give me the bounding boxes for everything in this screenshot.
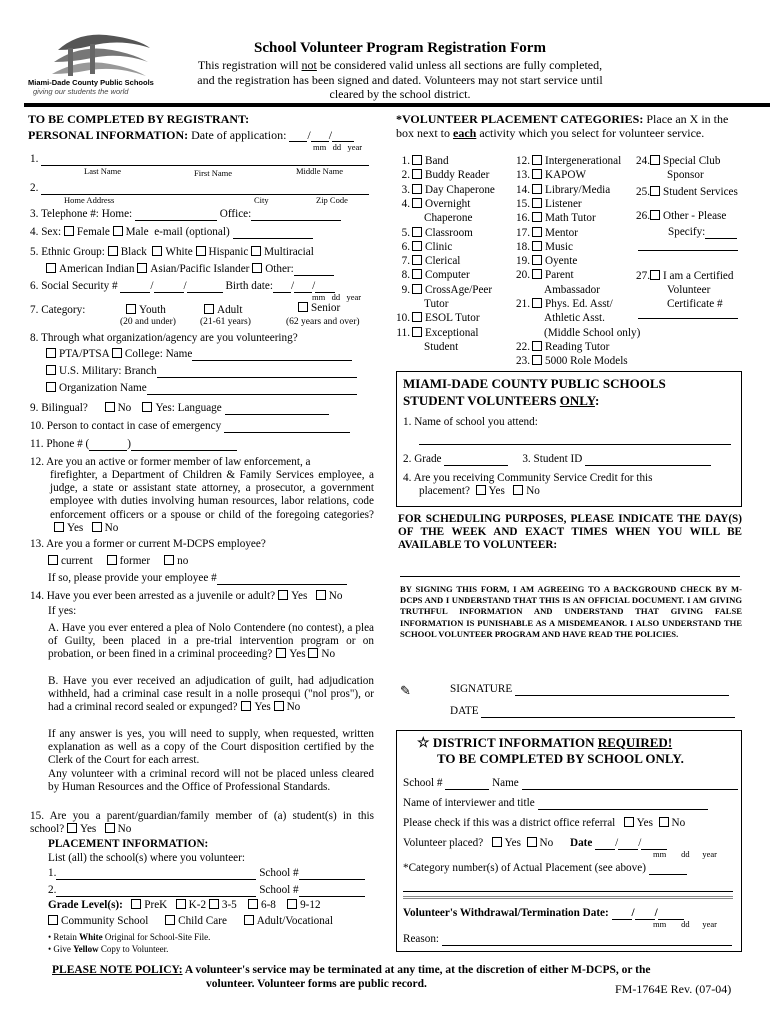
law-yes-checkbox[interactable] (54, 522, 64, 532)
arrest-yes-checkbox[interactable] (278, 590, 288, 600)
category-number: 7. (401, 255, 410, 268)
category-checkbox[interactable] (412, 284, 422, 294)
student-q4-options: placement? Yes No (419, 485, 540, 497)
grade-levels-row: Grade Level(s): PreK K-2 3-5 6-8 9-12 (48, 899, 321, 911)
placement-category-item (392, 184, 495, 197)
give-note: • Give Yellow Copy to Volunteer. (48, 944, 169, 954)
withdrawal-date-caption: mm dd year (653, 919, 717, 929)
parent-question: 15. Are you a parent/guardian/family member of (a) student(s) in this school? Yes No (30, 810, 374, 836)
g912-checkbox[interactable] (287, 899, 297, 909)
question-b: B. Have you ever received an adjudication of guilt, had adjudication withheld, had a criminal case result in a nolle prosequi ("nol pros"), or had a criminal record sealed or expunged? Yes No (48, 675, 374, 714)
org-row: Organization Name (46, 382, 357, 395)
student-volunteer-box (396, 371, 742, 507)
youth-option: Youth (126, 304, 166, 317)
employee-question: 13. Are you a former or current M-DCPS employee? (30, 538, 266, 550)
signature-input[interactable] (515, 685, 729, 696)
ptsa-row: PTA/PTSA College: Name (46, 348, 352, 361)
category-label: Computer (425, 269, 470, 282)
a-yes-checkbox[interactable] (276, 648, 286, 658)
ethnic-row-1: 5. Ethnic Group: Black White Hispanic Multiracial (30, 246, 314, 258)
ethnic-row-2: American Indian Asian/Pacific Islander Other: (46, 263, 334, 276)
category-checkbox[interactable] (412, 169, 422, 179)
category-label: Mentor (545, 226, 578, 239)
any-yes-note: If any answer is yes, you will need to supply, when requested, written explanation as well as a copy of the Court disposition certified by the Clerk of the Court for each arrest. (48, 728, 374, 767)
bilingual-no-checkbox[interactable] (105, 402, 115, 412)
adult-checkbox[interactable] (204, 304, 214, 314)
certificate-input[interactable] (638, 308, 738, 319)
app-date-caption: mm dd year (313, 142, 363, 152)
app-date-year[interactable] (332, 131, 354, 142)
sign-date-input[interactable] (481, 707, 735, 718)
district-title-1: ☆ DISTRICT INFORMATION REQUIRED! (417, 735, 673, 751)
org-checkbox[interactable] (46, 382, 56, 392)
category-checkbox[interactable] (532, 269, 542, 279)
org-input[interactable] (147, 384, 357, 395)
placement-category-item (508, 198, 582, 211)
g35-checkbox[interactable] (209, 899, 219, 909)
category-number: 18. (516, 240, 530, 253)
category-checkbox[interactable] (412, 184, 422, 194)
question-a: A. Have you ever entered a plea of Nolo Contendere (no contest), a plea of Guilty, been placed in a pre-trial intervention program or on probation, or been fined in a criminal proceeding? Yes No (48, 622, 374, 661)
middle-name-caption: Middle Name (296, 166, 343, 176)
arrest-row: 14. Have you ever been arrested as a juvenile or adult? Yes No (30, 590, 343, 602)
grade-input[interactable] (444, 455, 508, 466)
logo-name: Miami-Dade County Public Schools (28, 78, 154, 87)
senior-age: (62 years and over) (286, 317, 360, 327)
category-label: Band (425, 155, 449, 167)
category-label: Exceptional (425, 326, 479, 339)
category-nums-input[interactable] (649, 864, 687, 875)
if-yes-label: If yes: (48, 605, 77, 617)
criminal-note: Any volunteer with a criminal record will not be placed unless cleared by Human Resources and the Office of Professional Standards. (48, 768, 374, 794)
page-title: School Volunteer Program Registration Form (254, 40, 546, 56)
district-divider (403, 896, 733, 899)
address-row: 2. (30, 182, 369, 195)
category-27-line3: Certificate # (667, 298, 723, 310)
school-type-row: Community School Child Care Adult/Vocational (48, 915, 333, 928)
category-number: 15. (516, 197, 530, 210)
category-checkbox[interactable] (412, 327, 422, 337)
no-employee-checkbox[interactable] (164, 555, 174, 565)
placed-date-caption: mm dd year (653, 849, 717, 859)
withdrawal-row: Volunteer's Withdrawal/Termination Date: / / (403, 907, 684, 920)
category-label: Clinic (425, 240, 453, 253)
category-number: 13. (516, 169, 530, 182)
category-checkbox[interactable] (412, 241, 422, 251)
office-phone-input[interactable] (251, 210, 341, 221)
placement-category-item (392, 284, 492, 297)
multiracial-checkbox[interactable] (251, 246, 261, 256)
category-label: Overnight (425, 197, 471, 210)
g68-checkbox[interactable] (248, 899, 258, 909)
address-input[interactable] (41, 184, 369, 195)
child-care-checkbox[interactable] (165, 915, 175, 925)
name-input[interactable] (41, 155, 369, 166)
school-row-1: 1. School # (48, 867, 365, 880)
employee-num-input[interactable] (217, 574, 347, 585)
credit-no-checkbox[interactable] (513, 485, 523, 495)
category-checkbox[interactable] (412, 227, 422, 237)
arrest-no-checkbox[interactable] (316, 590, 326, 600)
category-label-cont: (Middle School only) (544, 326, 641, 339)
ssn-input-3[interactable] (187, 282, 223, 293)
emergency-input[interactable] (224, 422, 350, 433)
placement-category-item (508, 298, 613, 311)
placement-info-heading: PLACEMENT INFORMATION: (48, 838, 209, 850)
k2-checkbox[interactable] (176, 899, 186, 909)
category-number: 8. (401, 269, 410, 282)
placement-category-item (392, 255, 460, 268)
school-2-num-input[interactable] (299, 886, 365, 897)
form-number: FM-1764E Rev. (07-04) (615, 982, 732, 996)
adult-age: (21-61 years) (200, 317, 251, 327)
signature-row: SIGNATURE (450, 683, 729, 696)
category-number: 6. (401, 240, 410, 253)
first-name-caption: First Name (194, 168, 233, 178)
student-q4: 4. Are you receiving Community Service Credit for this (403, 472, 653, 484)
placement-category-item (392, 169, 489, 182)
category-number: 5. (401, 226, 410, 239)
reason-input[interactable] (442, 935, 732, 946)
birth-caption: mm dd year (312, 292, 362, 302)
category-label: Clerical (425, 255, 461, 268)
logo-tagline: giving our students the world (33, 87, 129, 96)
school-1-input[interactable] (56, 869, 256, 880)
placement-category-item (392, 198, 470, 211)
header-rule (24, 103, 770, 107)
category-26-checkbox[interactable] (650, 210, 660, 220)
category-26: 26. Other - Please (636, 210, 727, 222)
ptsa-checkbox[interactable] (46, 348, 56, 358)
credit-yes-checkbox[interactable] (476, 485, 486, 495)
placement-category-item (508, 227, 578, 240)
category-checkbox[interactable] (532, 341, 542, 351)
category-label: ESOL Tutor (425, 312, 480, 325)
category-checkbox[interactable] (532, 255, 542, 265)
student-school-input[interactable] (419, 434, 731, 445)
other-ethnic-input[interactable] (294, 265, 334, 276)
language-input[interactable] (225, 404, 329, 415)
placed-month[interactable] (595, 839, 615, 850)
school-logo-icon (50, 28, 160, 80)
category-number: 19. (516, 255, 530, 268)
category-25: 25. Student Services (636, 186, 738, 198)
referral-row: Please check if this was a district office referral Yes No (403, 817, 686, 829)
category-label: Classroom (425, 226, 473, 239)
area-code-input[interactable] (89, 440, 127, 451)
district-name-input[interactable] (522, 779, 738, 790)
community-school-checkbox[interactable] (48, 915, 58, 925)
category-label: Buddy Reader (425, 169, 490, 182)
category-26-specify: Specify: (668, 226, 737, 239)
category-number: 3. (401, 183, 410, 196)
placement-category-item (392, 241, 452, 254)
last-name-caption: Last Name (84, 166, 122, 176)
ssn-row: 6. Social Security # / / Birth date: / / (30, 280, 335, 293)
telephone-row: 3. Telephone #: Home: Office: (30, 208, 341, 221)
scheduling-note: FOR SCHEDULING PURPOSES, PLEASE INDICATE THE DAY(S) OF THE WEEK AND EXACT TIMES WHEN YOU WILL BE AVAILABLE TO VOLUNTEER: (398, 513, 742, 551)
placement-category-item (508, 212, 596, 225)
male-checkbox[interactable] (113, 226, 123, 236)
home-address-caption: Home Address (64, 195, 115, 205)
ssn-input-1[interactable] (120, 282, 150, 293)
category-label: Library/Media (545, 183, 611, 196)
category-label: Listener (545, 197, 582, 210)
category-label-cont: Tutor (424, 298, 449, 310)
page-subtitle: This registration will not be considered valid unless all sections are fully completed, and the registration has been signed and dated. Volunteers may not start service until cleared by the school district. (197, 58, 603, 102)
female-checkbox[interactable] (64, 226, 74, 236)
referral-no-checkbox[interactable] (659, 817, 669, 827)
military-row: U.S. Military: Branch (46, 365, 357, 378)
name-row: 1. (30, 153, 369, 166)
military-input[interactable] (157, 367, 357, 378)
b-no-checkbox[interactable] (274, 701, 284, 711)
category-label: KAPOW (545, 169, 587, 182)
category-24-line2: Sponsor (667, 169, 704, 181)
school-1-num-input[interactable] (299, 869, 365, 880)
bilingual-row: 9. Bilingual? No Yes: Language (30, 402, 329, 415)
category-25-checkbox[interactable] (650, 186, 660, 196)
category-27-checkbox[interactable] (650, 270, 660, 280)
adult-voc-checkbox[interactable] (244, 915, 254, 925)
placement-categories-heading: *VOLUNTEER PLACEMENT CATEGORIES: Place an X in the box next to each activity which you select for volunteer service. (396, 112, 729, 141)
ssn-input-2[interactable] (154, 282, 184, 293)
category-label-cont: Chaperone (424, 212, 473, 225)
b-yes-checkbox[interactable] (241, 701, 251, 711)
category-24-checkbox[interactable] (650, 155, 660, 165)
category-checkbox[interactable] (412, 255, 422, 265)
withdrawal-month[interactable] (612, 909, 632, 920)
american-indian-checkbox[interactable] (46, 263, 56, 273)
category-checkbox[interactable] (412, 312, 422, 322)
app-date-day[interactable] (311, 131, 329, 142)
placement-category-item (508, 241, 573, 254)
placed-row: Volunteer placed? Yes No Date / / (403, 837, 667, 850)
category-checkbox[interactable] (412, 155, 422, 165)
category-checkbox[interactable] (532, 198, 542, 208)
category-label: Math Tutor (545, 212, 596, 225)
home-phone-input[interactable] (135, 210, 217, 221)
employee-num-row: If so, please provide your employee # (48, 572, 347, 585)
category-label: Phys. Ed. Asst/ (545, 298, 613, 310)
student-id-input[interactable] (585, 455, 711, 466)
schedule-input[interactable] (400, 566, 740, 577)
school-2-input[interactable] (56, 886, 256, 897)
placement-category-item (508, 355, 628, 368)
reason-row: Reason: (403, 933, 732, 946)
category-label: Music (545, 240, 573, 253)
category-checkbox[interactable] (532, 241, 542, 251)
category-number: 4. (401, 197, 410, 210)
college-checkbox[interactable] (112, 348, 122, 358)
bilingual-yes-checkbox[interactable] (142, 402, 152, 412)
category-label-cont: Athletic Asst. (544, 312, 605, 325)
interviewer-row: Name of interviewer and title (403, 797, 708, 810)
category-label: Reading Tutor (545, 340, 610, 353)
district-title-2: TO BE COMPLETED BY SCHOOL ONLY. (437, 751, 684, 766)
category-number: 20. (516, 269, 530, 282)
zip-caption: Zip Code (316, 195, 348, 205)
policy-line-2: volunteer. Volunteer forms are public record. (206, 978, 427, 990)
college-input[interactable] (192, 350, 352, 361)
placement-category-item (392, 312, 480, 325)
law-no-checkbox[interactable] (92, 522, 102, 532)
category-number: 2. (401, 169, 410, 182)
category-number: 14. (516, 183, 530, 196)
placed-no-checkbox[interactable] (527, 837, 537, 847)
placement-category-item (392, 327, 478, 340)
placement-category-item (508, 155, 621, 168)
category-checkbox[interactable] (532, 184, 542, 194)
placed-day[interactable] (618, 839, 638, 850)
parent-yes-checkbox[interactable] (67, 823, 77, 833)
law-question: 12. Are you an active or former member of law enforcement, a (30, 456, 311, 468)
youth-checkbox[interactable] (126, 304, 136, 314)
category-checkbox[interactable] (532, 155, 542, 165)
pen-icon: ✎ (400, 683, 411, 698)
sex-row: 4. Sex: Female Male e-mail (optional) (30, 226, 313, 239)
category-27-line2: Volunteer (667, 284, 711, 296)
email-input[interactable] (233, 228, 313, 239)
other-ethnic-checkbox[interactable] (252, 263, 262, 273)
law-question-body: firefighter, a Department of Children & Family Services employee, a judge, a state or assistant state attorney, a prosecutor, a government employee with duties involving human resources, labor relations, code enforcement officers or a spouse or child of the foregoing categories?Yes No (50, 469, 374, 534)
parent-no-checkbox[interactable] (105, 823, 115, 833)
category-number: 23. (516, 355, 530, 368)
category-label: Oyente (545, 255, 578, 268)
category-number: 17. (516, 226, 530, 239)
placement-category-item (392, 227, 473, 240)
birth-month[interactable] (273, 282, 291, 293)
specify-input-1[interactable] (705, 228, 737, 239)
asian-checkbox[interactable] (137, 263, 147, 273)
category-checkbox[interactable] (532, 169, 542, 179)
military-checkbox[interactable] (46, 365, 56, 375)
youth-age: (20 and under) (120, 317, 176, 327)
district-info-box (396, 730, 742, 952)
city-caption: City (254, 195, 269, 205)
category-checkbox[interactable] (532, 212, 542, 222)
emergency-row: 10. Person to contact in case of emergency (30, 420, 350, 433)
policy-line-1: PLEASE NOTE POLICY: A volunteer's service may be terminated at any time, at the discretion of either M-DCPS, or the (52, 964, 651, 976)
category-nums-input-2[interactable] (403, 881, 733, 892)
senior-option: Senior (298, 302, 340, 315)
category-number: 11. (396, 326, 410, 339)
adult-option: Adult (204, 304, 242, 317)
white-checkbox[interactable] (152, 246, 162, 256)
referral-yes-checkbox[interactable] (624, 817, 634, 827)
category-label: Day Chaperone (425, 183, 495, 196)
category-checkbox[interactable] (412, 269, 422, 279)
category-number: 22. (516, 340, 530, 353)
senior-checkbox[interactable] (298, 302, 308, 312)
list-schools-label: List (all) the school(s) where you volunteer: (48, 852, 245, 864)
category-number: 16. (516, 212, 530, 225)
category-27: 27. I am a Certified (636, 270, 734, 282)
category-checkbox[interactable] (532, 355, 542, 365)
employee-options: current former no (48, 555, 188, 568)
retain-note: • Retain White Original for School-Site File. (48, 932, 211, 942)
hispanic-checkbox[interactable] (196, 246, 206, 256)
app-date-month[interactable] (289, 131, 307, 142)
prek-checkbox[interactable] (131, 899, 141, 909)
category-nums-row: *Category number(s) of Actual Placement (see above) (403, 862, 687, 875)
specify-input-2[interactable] (638, 240, 738, 251)
placement-category-item (392, 155, 449, 168)
student-q2-q3: 2. Grade 3. Student ID (403, 453, 711, 466)
personal-info-row: PERSONAL INFORMATION: Date of application: / / (28, 128, 354, 142)
placement-category-item (508, 269, 574, 282)
student-box-title-2: STUDENT VOLUNTEERS ONLY: (403, 393, 600, 408)
category-number: 10. (396, 312, 410, 325)
category-24: 24. Special Club (636, 155, 721, 167)
placement-category-item (508, 255, 577, 268)
registrant-heading: TO BE COMPLETED BY REGISTRANT: (28, 112, 250, 126)
star-icon: ☆ (417, 736, 430, 751)
sign-date-row: DATE (450, 705, 735, 718)
student-box-title-1: MIAMI-DADE COUNTY PUBLIC SCHOOLS (403, 376, 666, 391)
interviewer-input[interactable] (538, 799, 708, 810)
category-number: 9. (401, 283, 410, 296)
placed-yes-checkbox[interactable] (492, 837, 502, 847)
current-checkbox[interactable] (48, 555, 58, 565)
former-checkbox[interactable] (107, 555, 117, 565)
a-no-checkbox[interactable] (308, 648, 318, 658)
category-number: 1. (401, 155, 410, 167)
category-label: Parent (545, 269, 574, 282)
category-checkbox[interactable] (532, 298, 542, 308)
phone-row: 11. Phone # ( ) (30, 438, 237, 451)
category-row: 7. Category: (30, 304, 86, 316)
district-school-input[interactable] (445, 779, 489, 790)
category-label: 5000 Role Models (545, 355, 628, 368)
category-checkbox[interactable] (412, 198, 422, 208)
district-school-row: School # Name (403, 777, 738, 790)
org-question: 8. Through what organization/agency are you volunteering? (30, 332, 298, 344)
category-number: 12. (516, 155, 530, 167)
category-label: CrossAge/Peer (425, 283, 493, 296)
school-row-2: 2. School # (48, 884, 365, 897)
category-label-cont: Ambassador (544, 283, 600, 296)
category-number: 21. (516, 298, 530, 310)
signing-statement: BY SIGNING THIS FORM, I AM AGREEING TO A BACKGROUND CHECK BY M-DCPS AND I UNDERSTAND THAT THIS IS AN OFFICIAL DOCUMENT. I AM GIVING TRUTHFUL INFORMATION AND UNDERSTAND THAT GIVING FALSE INFORMATION IS PUNISHABLE AS A MISDEMEANOR. I ALSO UNDERSTAND THE SCHOOL VOLUNTEER PROGRAM AND HAVE READ THE POLICIES. (400, 584, 742, 639)
placement-category-item (508, 184, 610, 197)
birth-day[interactable] (294, 282, 312, 293)
phone-input[interactable] (131, 440, 237, 451)
placement-category-item (508, 169, 586, 182)
category-label: Intergenerational (545, 155, 622, 167)
black-checkbox[interactable] (108, 246, 118, 256)
placement-category-item (392, 269, 470, 282)
withdrawal-day[interactable] (635, 909, 655, 920)
placement-category-item (508, 341, 609, 354)
category-checkbox[interactable] (532, 227, 542, 237)
student-q1: 1. Name of school you attend: (403, 416, 538, 428)
category-label-cont: Student (424, 340, 459, 353)
form-header (0, 0, 770, 106)
